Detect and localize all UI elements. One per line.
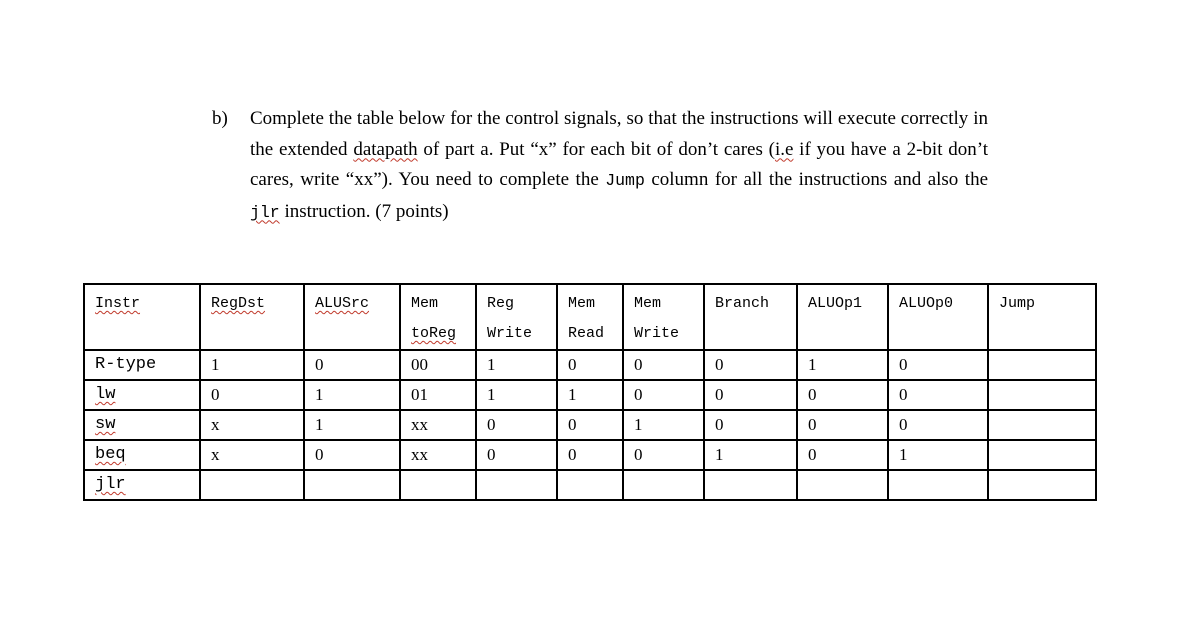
header-line1: Mem xyxy=(568,295,596,312)
header-line1: Instr xyxy=(95,295,141,312)
signal-cell[interactable] xyxy=(623,410,704,440)
signal-cell[interactable] xyxy=(888,380,988,410)
signal-cell[interactable] xyxy=(476,350,557,380)
signal-cell[interactable] xyxy=(988,470,1096,500)
table-row xyxy=(84,380,1096,410)
signal-cell[interactable] xyxy=(988,380,1096,410)
question-text-part5: instruction. (7 points) xyxy=(279,200,449,222)
signal-cell[interactable] xyxy=(623,350,704,380)
header-cell xyxy=(400,284,476,350)
header-line1: ALUSrc xyxy=(315,295,370,312)
signal-cell[interactable] xyxy=(704,380,797,410)
header-cell xyxy=(476,284,557,350)
signal-cell[interactable] xyxy=(476,440,557,470)
instruction-cell xyxy=(84,410,200,440)
header-line1: RegDst xyxy=(211,295,266,312)
signal-cell[interactable] xyxy=(557,470,623,500)
signal-cell[interactable] xyxy=(797,470,888,500)
signal-value: 0 xyxy=(568,445,577,464)
signal-cell[interactable] xyxy=(557,440,623,470)
instruction-cell xyxy=(84,470,200,500)
signal-value: 0 xyxy=(899,415,908,434)
signal-value: 0 xyxy=(568,415,577,434)
signal-value: x xyxy=(211,415,220,434)
header-cell xyxy=(888,284,988,350)
signal-cell[interactable] xyxy=(557,350,623,380)
signal-cell[interactable] xyxy=(797,380,888,410)
header-cell xyxy=(200,284,304,350)
signal-cell[interactable] xyxy=(988,410,1096,440)
signal-value: 0 xyxy=(211,385,220,404)
question-text-part2: of part a. Put “x” for each bit of don’t cares ( xyxy=(417,138,775,160)
header-cell xyxy=(84,284,200,350)
signal-cell[interactable] xyxy=(888,470,988,500)
header-line1: Mem xyxy=(634,295,662,312)
table-row xyxy=(84,350,1096,380)
signal-value: 0 xyxy=(808,385,817,404)
signal-value: 0 xyxy=(808,445,817,464)
signal-cell[interactable] xyxy=(304,380,400,410)
datapath-word: datapath xyxy=(353,138,418,160)
signal-value: 0 xyxy=(808,415,817,434)
jump-word: Jump xyxy=(605,171,645,190)
header-line2: Write xyxy=(634,325,680,342)
question-text-part3: if you have a 2-bit don’t cares, write “xx”). You need to complete the xyxy=(250,138,989,190)
signal-cell[interactable] xyxy=(888,410,988,440)
signal-cell[interactable] xyxy=(304,440,400,470)
table-row xyxy=(84,410,1096,440)
signal-value: 1 xyxy=(315,385,324,404)
header-line1: Mem xyxy=(411,295,439,312)
signal-cell[interactable] xyxy=(557,380,623,410)
question-text-part1: Complete the table below for the control signals, so that the instructions will execute correctly in the extended xyxy=(250,108,988,160)
instruction-name: jlr xyxy=(95,475,126,494)
signal-cell[interactable] xyxy=(797,350,888,380)
signal-cell[interactable] xyxy=(476,410,557,440)
question-text xyxy=(250,104,988,228)
signal-cell[interactable] xyxy=(200,350,304,380)
signal-cell[interactable] xyxy=(304,470,400,500)
signal-cell[interactable] xyxy=(797,440,888,470)
signal-cell[interactable] xyxy=(797,410,888,440)
signal-value: xx xyxy=(411,445,428,464)
instruction-cell xyxy=(84,440,200,470)
signal-value: 0 xyxy=(715,415,724,434)
signal-value: 0 xyxy=(899,385,908,404)
question-text-part4: column for all the instructions and also the xyxy=(644,169,988,190)
signal-cell[interactable] xyxy=(400,380,476,410)
header-line1: Jump xyxy=(999,295,1036,312)
instruction-name: sw xyxy=(95,415,116,434)
signal-cell[interactable] xyxy=(704,350,797,380)
header-line1: Branch xyxy=(715,295,770,312)
signal-value: 1 xyxy=(487,355,496,374)
signal-cell[interactable] xyxy=(200,410,304,440)
signal-value: 0 xyxy=(315,355,324,374)
signal-cell[interactable] xyxy=(888,350,988,380)
signal-value: 1 xyxy=(715,445,724,464)
signal-value: 0 xyxy=(315,445,324,464)
signal-cell[interactable] xyxy=(304,350,400,380)
signal-cell[interactable] xyxy=(476,380,557,410)
question-label: b) xyxy=(212,108,228,129)
header-line1: Reg xyxy=(487,295,515,312)
header-cell xyxy=(557,284,623,350)
signal-value: 0 xyxy=(634,445,643,464)
signal-cell[interactable] xyxy=(400,440,476,470)
signal-cell[interactable] xyxy=(704,470,797,500)
header-line2: Read xyxy=(568,325,605,342)
signal-cell[interactable] xyxy=(200,380,304,410)
table-row xyxy=(84,470,1096,500)
header-line2: toReg xyxy=(411,325,457,342)
signal-cell[interactable] xyxy=(557,410,623,440)
instruction-name: beq xyxy=(95,445,126,464)
table-body xyxy=(84,284,1096,500)
signal-value: 1 xyxy=(568,385,577,404)
signal-value: 1 xyxy=(899,445,908,464)
instruction-name: R-type xyxy=(95,355,157,374)
signal-value: 01 xyxy=(411,385,428,404)
ie-word: i.e xyxy=(774,138,794,160)
signal-cell[interactable] xyxy=(704,410,797,440)
instruction-name: lw xyxy=(95,385,116,404)
signal-cell[interactable] xyxy=(988,350,1096,380)
signal-value: 0 xyxy=(487,415,496,434)
header-cell xyxy=(797,284,888,350)
signal-value: x xyxy=(211,445,220,464)
signal-cell[interactable] xyxy=(476,470,557,500)
header-cell xyxy=(304,284,400,350)
signal-cell[interactable] xyxy=(988,440,1096,470)
signal-value: 0 xyxy=(634,385,643,404)
signal-value: 0 xyxy=(715,385,724,404)
question-paragraph xyxy=(212,104,988,228)
signal-cell[interactable] xyxy=(304,410,400,440)
signal-cell[interactable] xyxy=(200,440,304,470)
header-line2: Write xyxy=(487,325,533,342)
instruction-cell xyxy=(84,380,200,410)
signal-value: 1 xyxy=(634,415,643,434)
signal-value: 0 xyxy=(634,355,643,374)
header-cell xyxy=(704,284,797,350)
signal-value: 0 xyxy=(568,355,577,374)
header-line1: ALUOp0 xyxy=(899,295,954,312)
table-row xyxy=(84,440,1096,470)
header-line1: ALUOp1 xyxy=(808,295,863,312)
signal-cell[interactable] xyxy=(888,440,988,470)
signal-value: 0 xyxy=(715,355,724,374)
signal-cell[interactable] xyxy=(623,440,704,470)
signal-value: 0 xyxy=(899,355,908,374)
control-signals-table xyxy=(83,283,1097,501)
instruction-cell xyxy=(84,350,200,380)
header-row xyxy=(84,284,1096,350)
signal-value: 1 xyxy=(808,355,817,374)
header-cell xyxy=(988,284,1096,350)
signal-cell[interactable] xyxy=(200,470,304,500)
signal-value: xx xyxy=(411,415,428,434)
signal-cell[interactable] xyxy=(400,350,476,380)
signal-value: 1 xyxy=(315,415,324,434)
signal-value: 0 xyxy=(487,445,496,464)
signal-cell[interactable] xyxy=(400,470,476,500)
signal-cell[interactable] xyxy=(623,470,704,500)
signal-value: 00 xyxy=(411,355,428,374)
signal-cell[interactable] xyxy=(400,410,476,440)
header-cell xyxy=(623,284,704,350)
signal-value: 1 xyxy=(487,385,496,404)
jlr-word: jlr xyxy=(250,202,280,222)
signal-cell[interactable] xyxy=(704,440,797,470)
signal-value: 1 xyxy=(211,355,220,374)
signal-cell[interactable] xyxy=(623,380,704,410)
